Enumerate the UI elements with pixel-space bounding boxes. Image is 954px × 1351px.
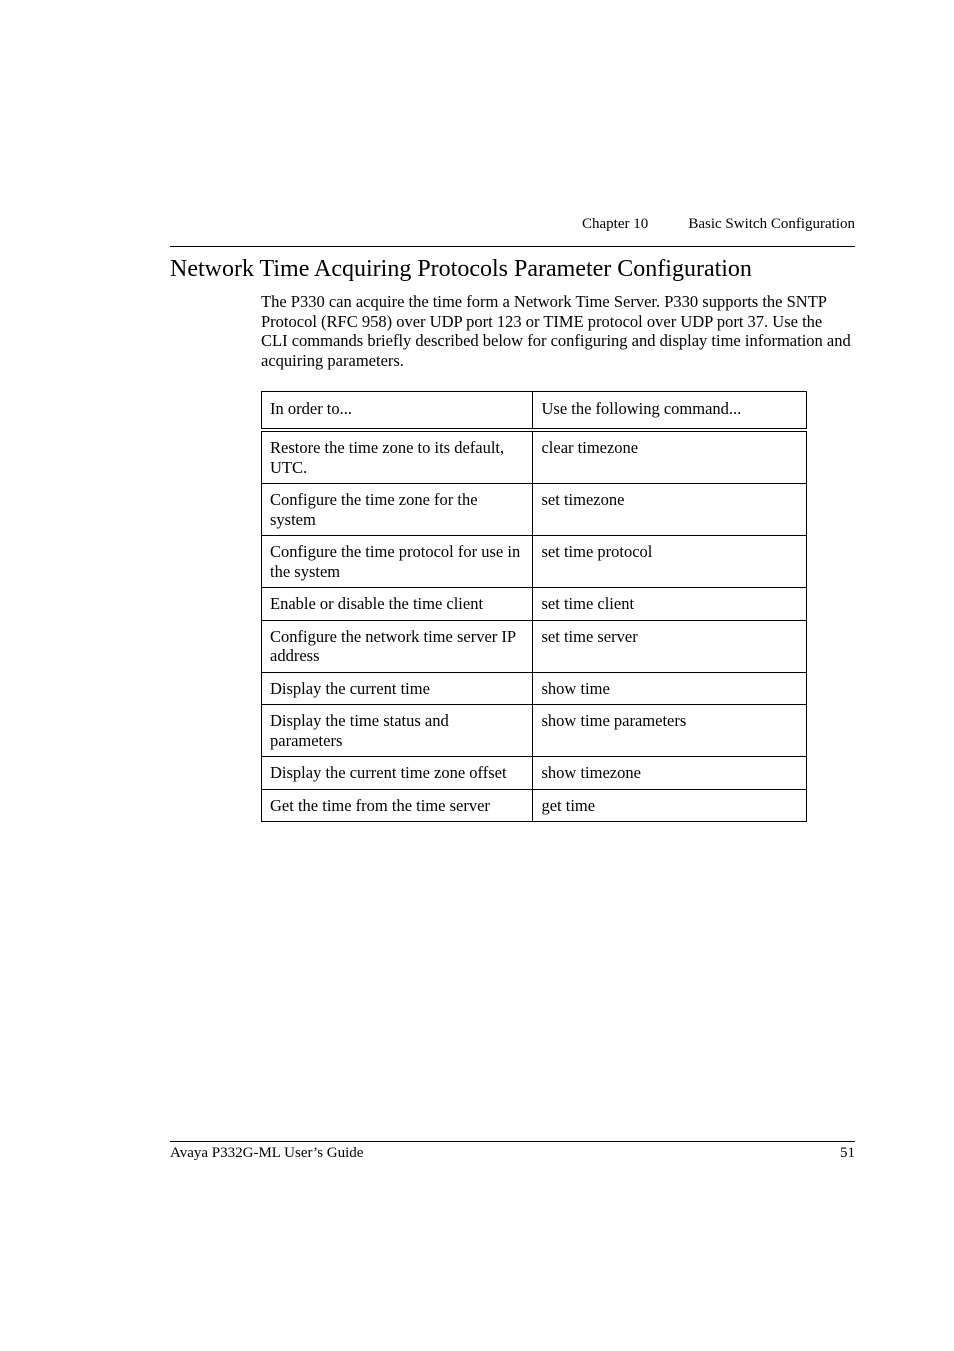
column-header-purpose: In order to... (262, 392, 533, 431)
footer-divider (170, 1141, 855, 1142)
table-row (262, 536, 807, 588)
table-row (262, 705, 807, 757)
page-title: Network Time Acquiring Protocols Parameter Configuration (170, 256, 752, 282)
purpose-cell: Display the current time (262, 672, 533, 705)
page-header (170, 214, 855, 236)
table-row (262, 672, 807, 705)
table-row (262, 430, 807, 484)
purpose-cell: Restore the time zone to its default, UTC. (262, 430, 533, 484)
purpose-cell: Configure the network time server IP address (262, 620, 533, 672)
table-row (262, 620, 807, 672)
command-table (261, 391, 807, 822)
guide-title: Avaya P332G-ML User’s Guide (170, 1145, 364, 1161)
chapter-label: Chapter 10 (582, 216, 649, 232)
command-cell: set time server (533, 620, 807, 672)
page-number: 51 (840, 1145, 855, 1161)
command-cell: get time (533, 789, 807, 822)
command-cell: clear timezone (533, 430, 807, 484)
purpose-cell: Get the time from the time server (262, 789, 533, 822)
table-row (262, 588, 807, 621)
table-row (262, 757, 807, 790)
intro-paragraph: The P330 can acquire the time form a Network Time Server. P330 supports the SNTP Protocol (RFC 958) over UDP port 123 or TIME protocol over UDP port 37. Use the CLI commands briefly described below for configuring and display time information and acquiring parameters. (261, 292, 851, 370)
table-header-row (262, 392, 807, 431)
command-cell: show timezone (533, 757, 807, 790)
command-cell: set time client (533, 588, 807, 621)
purpose-cell: Configure the time protocol for use in the system (262, 536, 533, 588)
table-row (262, 484, 807, 536)
purpose-cell: Display the time status and parameters (262, 705, 533, 757)
purpose-cell: Display the current time zone offset (262, 757, 533, 790)
command-cell: set time protocol (533, 536, 807, 588)
header-divider (170, 246, 855, 247)
command-cell: set timezone (533, 484, 807, 536)
purpose-cell: Enable or disable the time client (262, 588, 533, 621)
command-cell: show time parameters (533, 705, 807, 757)
column-header-command: Use the following command... (533, 392, 807, 431)
section-label: Basic Switch Configuration (688, 216, 855, 232)
command-cell: show time (533, 672, 807, 705)
purpose-cell: Configure the time zone for the system (262, 484, 533, 536)
table-row (262, 789, 807, 822)
